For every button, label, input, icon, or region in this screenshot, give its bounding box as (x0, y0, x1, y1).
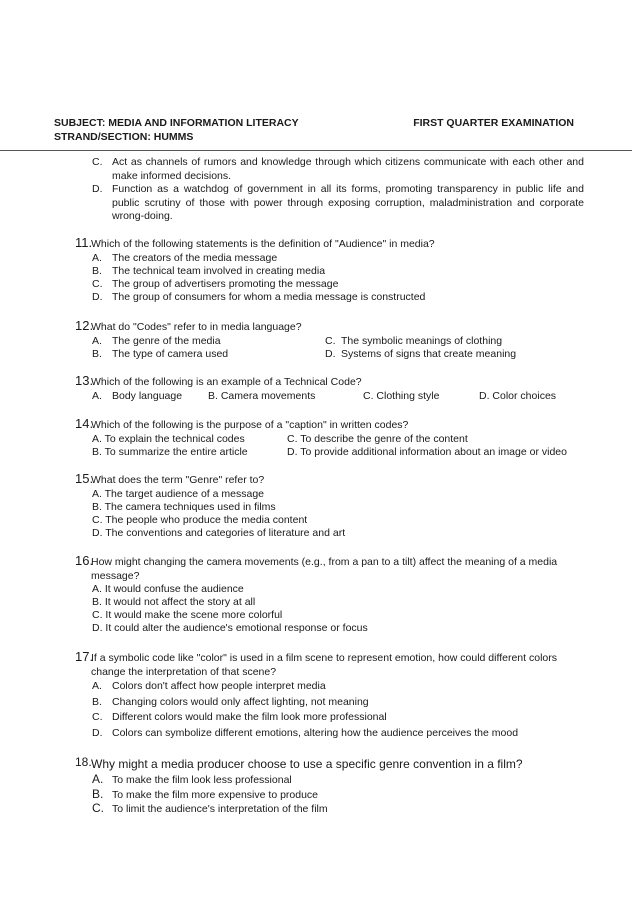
option-text: C. To describe the genre of the content (287, 433, 468, 445)
question-15 (75, 471, 595, 488)
question-text: What do "Codes" refer to in media language? (91, 321, 302, 333)
header-divider (0, 150, 632, 151)
option-text: The group of consumers for whom a media message is constructed (112, 291, 426, 303)
q11-option-b (92, 265, 325, 279)
option-text: Colors can symbolize different emotions, altering how the audience perceives the mood (112, 727, 519, 739)
question-number: 13. (75, 373, 94, 388)
option-text: D. To provide additional information about an image or video (287, 446, 567, 458)
question-number: 17. (75, 649, 94, 664)
option-letter: C. (325, 335, 336, 347)
strand-label: STRAND/SECTION: HUMMS (54, 131, 194, 143)
option-letter: B. (92, 265, 102, 277)
question-number: 16. (75, 553, 94, 568)
option-text: B. It would not affect the story at all (92, 596, 256, 608)
q16-option-a (92, 583, 244, 597)
q10-option-c (92, 156, 584, 183)
option-text: Function as a watchdog of government in all its forms, promoting transparency in public life and public scrutiny of those with power through exposing corruption, maladministration and corporate wrong-doing. (112, 183, 584, 222)
question-13 (75, 373, 595, 390)
option-text: To limit the audience's interpretation of the film (112, 803, 328, 815)
option-letter: D. (92, 727, 103, 739)
question-11 (75, 235, 595, 252)
question-14 (75, 416, 595, 433)
q18-option-a (92, 774, 292, 788)
option-letter: A. (92, 252, 102, 264)
option-letter: C. (92, 711, 103, 723)
q15-option-c (92, 514, 307, 528)
exam-header (54, 116, 574, 144)
option-text: The genre of the media (112, 335, 221, 347)
q16-option-c (92, 609, 282, 623)
option-text: Different colors would make the film look more professional (112, 711, 387, 723)
q16-option-d (92, 622, 368, 636)
q12-option-a (92, 335, 221, 349)
question-number: 12. (75, 318, 94, 333)
option-text: D. It could alter the audience's emotional response or focus (92, 622, 368, 634)
q12-option-d (325, 348, 516, 362)
option-text: Act as channels of rumors and knowledge through which citizens communicate with each other and make informed decisions. (112, 156, 584, 182)
q12-option-c (325, 335, 502, 349)
q11-option-c (92, 278, 338, 292)
option-text: A. It would confuse the audience (92, 583, 244, 595)
question-text: How might changing the camera movements (e.g., from a pan to a tilt) affect the meaning of a media message? (91, 556, 558, 582)
q11-option-d (92, 291, 425, 305)
question-number: 14. (75, 416, 94, 431)
option-letter: D. (92, 291, 103, 303)
option-letter: D. (325, 348, 336, 360)
option-text: A. To explain the technical codes (92, 433, 245, 445)
q10-option-d (92, 183, 584, 224)
q13-option-b (208, 390, 315, 404)
option-letter: A. (92, 680, 102, 692)
option-letter: D. (92, 183, 103, 195)
option-text: To make the film look less professional (112, 774, 292, 786)
option-text: C. The people who produce the media content (92, 514, 308, 526)
option-letter: B. (92, 696, 102, 708)
q17-option-c (92, 711, 387, 725)
option-letter: A. (92, 335, 102, 347)
option-text: The technical team involved in creating media (112, 265, 326, 277)
question-12 (75, 318, 595, 335)
option-text: Changing colors would only affect lighting, not meaning (112, 696, 369, 708)
option-text: Systems of signs that create meaning (341, 348, 517, 360)
question-16 (75, 553, 587, 583)
option-letter: C. (92, 156, 103, 168)
question-text: If a symbolic code like "color" is used in a film scene to represent emotion, how could different colors change the interpretation of that scene? (91, 652, 557, 678)
q15-option-b (92, 501, 276, 515)
option-letter: A. (92, 390, 102, 402)
option-text: The symbolic meanings of clothing (341, 335, 503, 347)
option-letter: C. (92, 278, 103, 290)
option-text: To make the film more expensive to produce (112, 789, 319, 801)
option-text: The type of camera used (112, 348, 229, 360)
option-letter: B. (92, 348, 102, 360)
q15-option-d (92, 527, 345, 541)
option-letter: C. (92, 801, 104, 815)
option-text: B. The camera techniques used in films (92, 501, 276, 513)
option-text: The creators of the media message (112, 252, 278, 264)
q13-option-d (479, 390, 556, 404)
exam-title: FIRST QUARTER EXAMINATION (413, 117, 574, 129)
q17-option-a (92, 680, 326, 694)
question-text: Which of the following is the purpose of a "caption" in written codes? (91, 419, 409, 431)
question-number: 18. (75, 755, 92, 769)
option-text: C. Clothing style (363, 390, 440, 402)
question-text: Why might a media producer choose to use a specific genre convention in a film? (91, 757, 523, 771)
q11-option-a (92, 252, 277, 266)
q17-option-b (92, 696, 369, 710)
q13-option-c (363, 390, 439, 404)
q14-option-c (287, 433, 468, 447)
question-text: What does the term "Genre" refer to? (91, 474, 265, 486)
q18-option-b (92, 789, 318, 803)
q14-option-d (287, 446, 567, 460)
q18-option-c (92, 803, 328, 817)
option-text: B. To summarize the entire article (92, 446, 248, 458)
q12-option-b (92, 348, 228, 362)
question-18 (75, 755, 595, 772)
question-text: Which of the following statements is the definition of "Audience" in media? (91, 238, 435, 250)
option-text: Body language (112, 390, 183, 402)
question-17 (75, 649, 577, 679)
q14-option-b (92, 446, 248, 460)
question-number: 15. (75, 471, 94, 486)
question-text: Which of the following is an example of a Technical Code? (91, 376, 362, 388)
option-text: The group of advertisers promoting the message (112, 278, 339, 290)
option-text: B. Camera movements (208, 390, 316, 402)
q13-option-a (92, 390, 182, 404)
option-text: D. The conventions and categories of literature and art (92, 527, 346, 539)
option-text: C. It would make the scene more colorful (92, 609, 283, 621)
option-text: A. The target audience of a message (92, 488, 264, 500)
option-letter: B. (92, 787, 104, 801)
q17-option-d (92, 727, 518, 741)
q15-option-a (92, 488, 264, 502)
q14-option-a (92, 433, 245, 447)
question-number: 11. (75, 235, 93, 250)
q16-option-b (92, 596, 255, 610)
option-text: D. Color choices (479, 390, 557, 402)
option-letter: A. (92, 772, 104, 786)
subject-label: SUBJECT: MEDIA AND INFORMATION LITERACY (54, 117, 299, 129)
option-text: Colors don't affect how people interpret media (112, 680, 326, 692)
